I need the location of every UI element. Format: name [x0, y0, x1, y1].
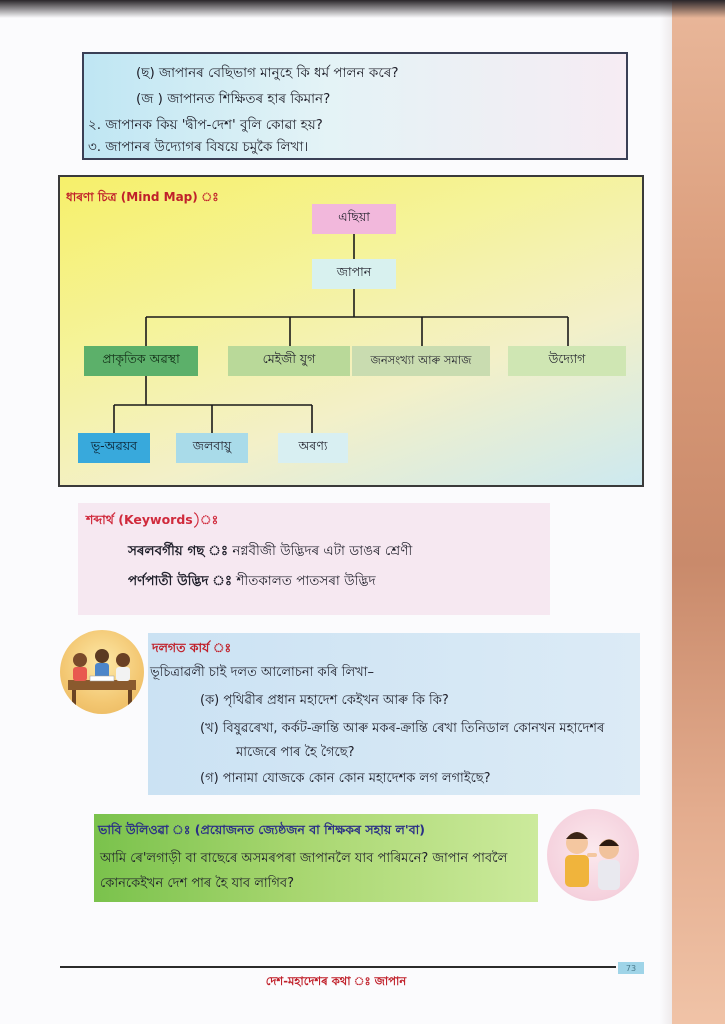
top-shadow [0, 0, 725, 18]
question-ja: (জ ) জাপানত শিক্ষিতৰ হাৰ কিমান? [136, 91, 331, 107]
keywords-box [78, 503, 550, 615]
question-3: ৩. জাপানৰ উদ্যোগৰ বিষয়ে চমুকৈ লিখা। [88, 139, 309, 155]
keywords-title: শব্দাৰ্থ (Keywords)ঃ [86, 512, 219, 527]
think-discuss-title: ভাবি উলিওৱা ঃ (প্ৰয়োজনত জ্যেষ্ঠজন বা শিক্ষকৰ সহায় ল'বা) [98, 822, 425, 837]
keyword-meaning: শীতকালত পাতসৰা উদ্ভিদ [232, 573, 376, 589]
node-industry: উদ্যোগ [508, 346, 626, 376]
node-meiji-era: মেইজী যুগ [228, 346, 350, 376]
node-climate: জলবায়ু [176, 433, 248, 463]
node-population-society: জনসংখ্যা আৰু সমাজ [352, 346, 490, 376]
footer-rule [60, 966, 616, 968]
mind-map [58, 175, 644, 487]
think-discuss-line: আমি ৰে'লগাড়ী বা বাছেৰে অসমৰপৰা জাপানলৈ যাব পাৰিমনে? জাপান পাবলৈ [100, 851, 508, 866]
think-discuss-box [94, 814, 538, 902]
question-box [82, 52, 628, 160]
page-background-edge [672, 0, 725, 1024]
group-work-item: (খ) বিষুৱৰেখা, কৰ্কট-ক্ৰান্তি আৰু মকৰ-ক্ৰান্তি ৰেখা তিনিডাল কোনখন মহাদেশৰ [200, 721, 605, 736]
keyword-item [128, 570, 376, 593]
node-landform: ভূ-অৱয়ব [78, 433, 150, 463]
mind-map-title: ধাৰণা চিত্ৰ (Mind Map) ঃ [66, 190, 219, 204]
question-2: ২. জাপানক কিয় 'দ্বীপ-দেশ' বুলি কোৱা হয়? [88, 117, 323, 133]
group-work-illustration [60, 630, 144, 714]
group-work-intro: ভূচিত্ৰাৱলী চাই দলত আলোচনা কৰি লিখা– [150, 665, 374, 680]
keyword-item [128, 540, 412, 563]
think-discuss-line: কোনকেইখন দেশ পাৰ হৈ যাব লাগিব? [100, 876, 295, 891]
node-asia: এছিয়া [312, 204, 396, 234]
think-discuss-illustration [547, 809, 639, 901]
node-forest: অৰণ্য [278, 433, 348, 463]
node-natural-condition: প্ৰাকৃতিক অৱস্থা [84, 346, 198, 376]
page-number: 73 [618, 962, 644, 974]
keyword-term: পৰ্ণপাতী উদ্ভিদ ঃ [128, 573, 233, 589]
keyword-term: সৰলবৰ্গীয় গছ ঃ [128, 543, 229, 559]
group-work-item: (ক) পৃথিৱীৰ প্ৰধান মহাদেশ কেইখন আৰু কি কি? [200, 693, 449, 708]
keyword-meaning: নগ্নবীজী উদ্ভিদৰ এটা ডাঙৰ শ্ৰেণী [228, 543, 413, 559]
node-japan: জাপান [312, 259, 396, 289]
group-work-item: মাজেৰে পাৰ হৈ গৈছে? [236, 745, 355, 760]
group-work-item: (গ) পানামা যোজকে কোন কোন মহাদেশক লগ লগাইছে? [200, 771, 491, 786]
footer-title: দেশ-মহাদেশৰ কথা ঃ জাপান [265, 974, 407, 988]
group-work-title: দলগত কাৰ্য ঃ [152, 640, 232, 655]
group-work-box [148, 633, 640, 795]
question-cha: (ছ) জাপানৰ বেছিভাগ মানুহে কি ধৰ্ম পালন কৰে? [136, 65, 399, 81]
